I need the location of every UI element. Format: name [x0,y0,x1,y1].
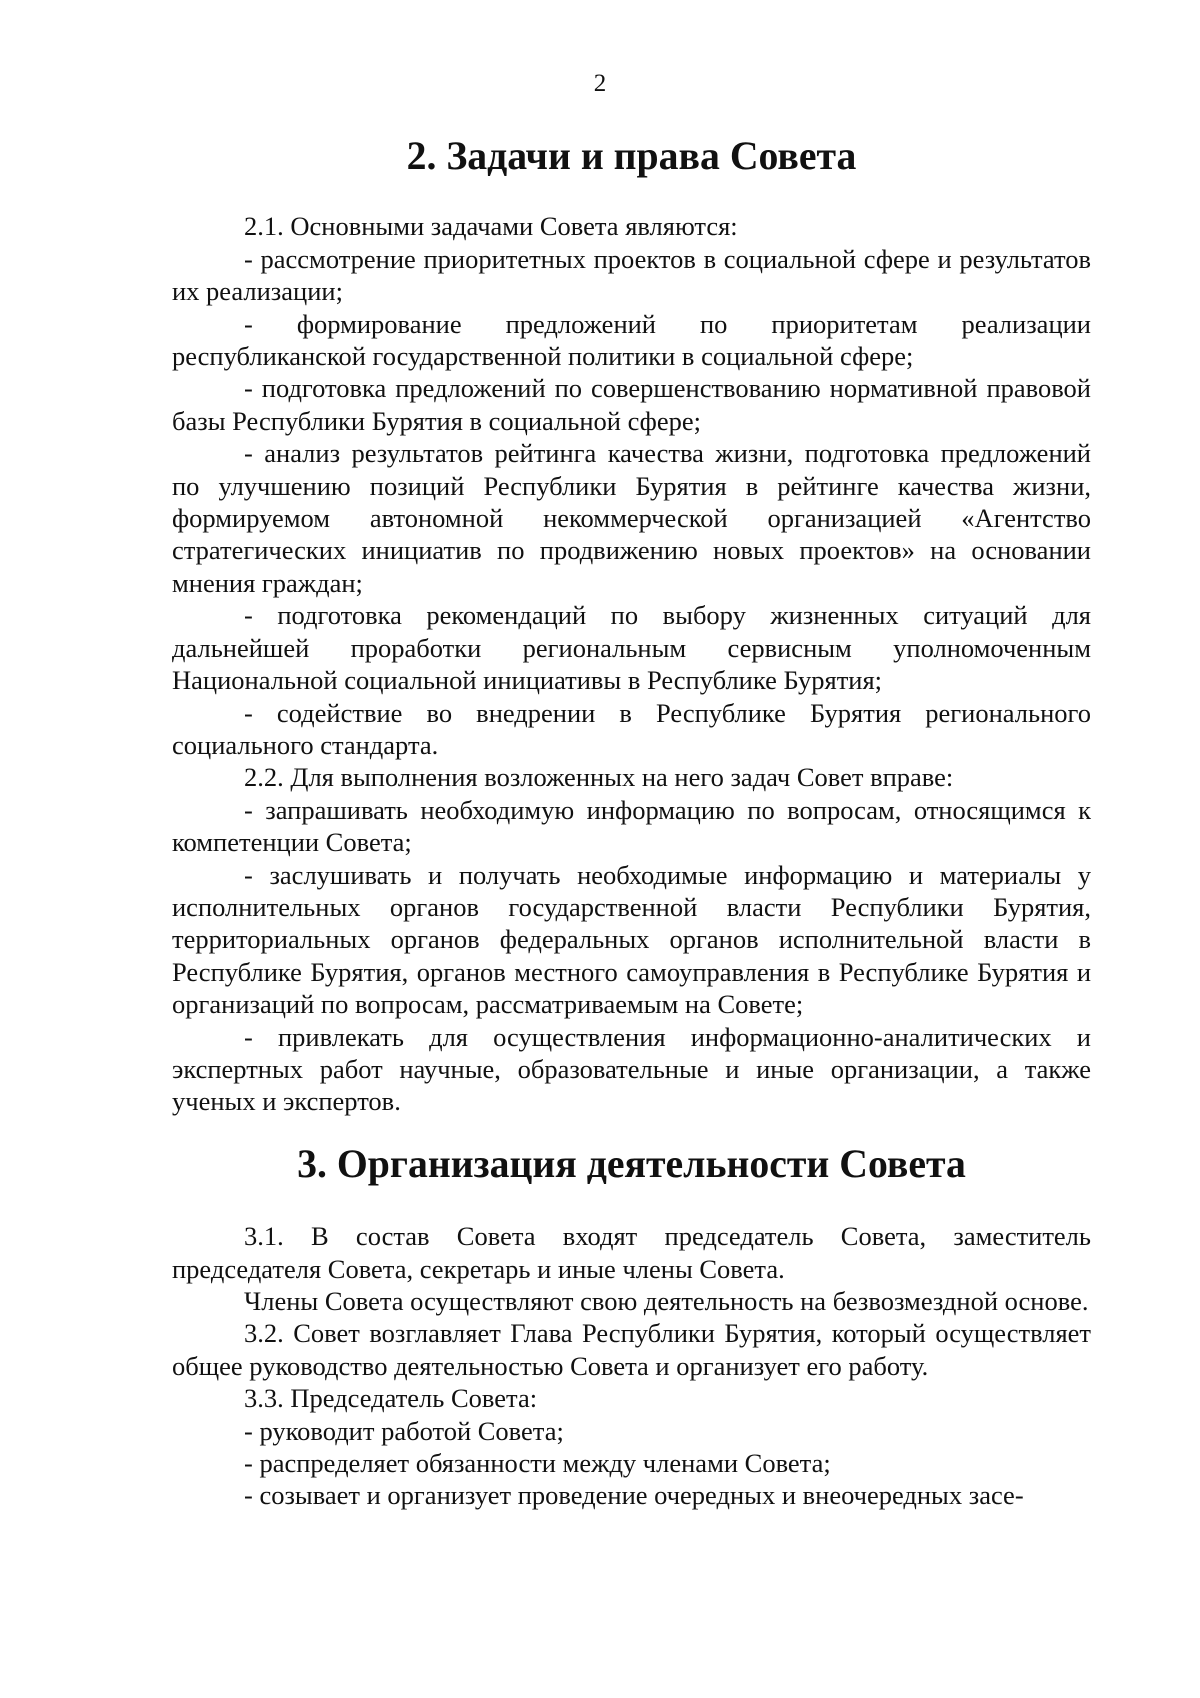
paragraph: - созывает и организует проведение очередных и внеочередных засе- [244,1480,1024,1511]
paragraph: - подготовка рекомендаций по выбору жизненных ситуаций для дальнейшей проработки региональным сервисным уполномоченным Национальной социальной инициативы в Республике Бурятия; [172,600,1091,696]
paragraph: Члены Совета осуществляют свою деятельность на безвозмездной основе. [244,1286,1089,1316]
paragraph: - запрашивать необходимую информацию по вопросам, относящимся к компетенции Совета; [172,794,1091,858]
paragraph: 3.2. Совет возглавляет Глава Республики Бурятия, который осуществляет общее руководство деятельностью Совета и организует его работу. [172,1318,1091,1381]
paragraph: - формирование предложений по приоритетам реализации республиканской государственной политики в социальной сфере; [172,308,1091,372]
paragraph: - анализ результатов рейтинга качества жизни, подготовка предложений по улучшению позиций Республики Бурятия в рейтинге качества жизни, формируемом автономной некоммерческой организацией «Агентство стратегических инициатив по продвижению новых проектов» на основании мнения граждан; [172,438,1091,598]
paragraph: - подготовка предложений по совершенствованию нормативной правовой базы Республики Бурятия в социальной сфере; [172,373,1091,436]
document-body [172,134,1091,1512]
paragraph: 3.1. В состав Совета входят председатель Совета, заместитель председателя Совета, секретарь и иные члены Совета. [172,1221,1091,1284]
page-number: 2 [593,70,607,97]
paragraph: - содействие во внедрении в Республике Бурятия регионального социального стандарта. [172,697,1091,760]
paragraph: - руководит работой Совета; [244,1415,564,1446]
paragraph: 2.1. Основными задачами Совета являются: [244,211,738,242]
paragraph: - привлекать для осуществления информационно-аналитических и экспертных работ научные, образовательные и иные организации, а также ученых и экспертов. [172,1021,1091,1117]
paragraph: - распределяет обязанности между членами Совета; [244,1448,831,1479]
paragraph: 2.2. Для выполнения возложенных на него задач Совет вправе: [244,762,954,793]
paragraph: 3.3. Председатель Совета: [244,1383,538,1414]
paragraph: - рассмотрение приоритетных проектов в социальной сфере и результатов их реализации; [172,243,1091,307]
section-3-heading: 3. Организация деятельности Совета [297,1141,966,1186]
paragraph: - заслушивать и получать необходимые информацию и материалы у исполнительных органов государственной власти Республики Бурятия, территориальных органов федеральных органов исполнительной власти в Республике Бурятия, органов местного самоуправления в Республике Бурятия и организаций по вопросам, рассматриваемым на Совете; [172,859,1091,1020]
section-2-heading: 2. Задачи и права Совета [406,134,857,178]
